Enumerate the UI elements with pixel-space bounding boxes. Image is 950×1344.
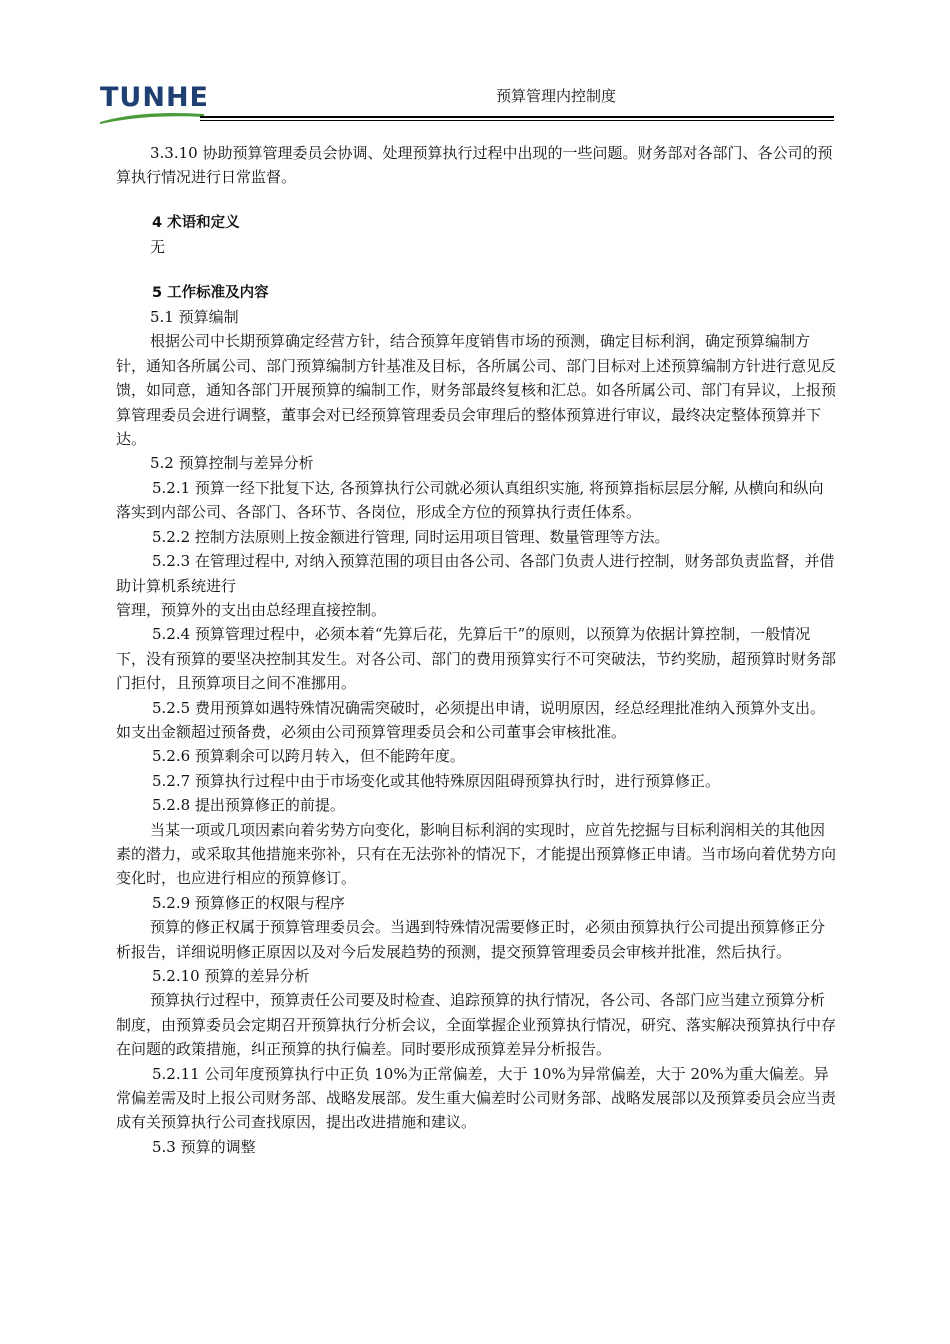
- paragraph-5-2-8: 5.2.8 提出预算修正的前提。: [152, 796, 345, 815]
- subsection-5-1: 5.1 预算编制: [150, 308, 239, 327]
- paragraph-5-2-1: 5.2.1 预算一经下批复下达, 各预算执行公司就必须认真组织实施, 将预算指标层层分解, 从横向和纵向落实到内部公司、各部门、各环节、各岗位，形成全方位的预算执行责任体系。: [116, 478, 824, 522]
- section-4-body: 无: [150, 238, 166, 257]
- header-rule-thin: [200, 120, 834, 121]
- paragraph-5-2-6: 5.2.6 预算剩余可以跨月转入，但不能跨年度。: [152, 747, 465, 766]
- paragraph-3-3-10: 3.3.10 协助预算管理委员会协调、处理预算执行过程中出现的一些问题。财务部对各部门、各公司的预算执行情况进行日常监督。: [116, 144, 833, 187]
- subsection-5-2: 5.2 预算控制与差异分析: [150, 454, 314, 473]
- paragraph-5-2-9: 5.2.9 预算修正的权限与程序: [152, 893, 345, 912]
- section-heading-4: 4 术语和定义: [152, 214, 240, 231]
- paragraph-5-2-9-body: 预算的修正权属于预算管理委员会。当遇到特殊情况需要修正时，必须由预算执行公司提出预算修正分析报告，详细说明修正原因以及对今后发展趋势的预测，提交预算管理委员会审核并批准，然后执行。: [116, 918, 826, 961]
- subsection-5-3: 5.3 预算的调整: [152, 1137, 256, 1156]
- document-title: 预算管理内控制度: [496, 87, 617, 105]
- paragraph-5-2-10: 5.2.10 预算的差异分析: [152, 967, 310, 985]
- paragraph-5-2-8-body: 当某一项或几项因素向着劣势方向变化，影响目标利润的实现时，应首先挖掘与目标利润相关的其他因素的潜力，或采取其他措施来弥补，只有在无法弥补的情况下，才能提出预算修正申请。当市场向着优势方向变化时，也应进行相应的预算修订。: [116, 820, 837, 888]
- paragraph-5-2-4: 5.2.4 预算管理过程中，必须本着“先算后花，先算后干”的原则，以预算为依据计算控制，一般情况下，没有预算的要坚决控制其发生。对各公司、部门的费用预算实行不可突破法，节约奖励，超预算时财务部门拒付，且预算项目之间不准挪用。: [116, 625, 837, 693]
- paragraph-5-2-2: 5.2.2 控制方法原则上按金额进行管理, 同时运用项目管理、数量管理等方法。: [152, 527, 670, 546]
- paragraph-5-2-3-continued: 管理，预算外的支出由总经理直接控制。: [116, 600, 387, 619]
- logo-swoosh-icon: [100, 108, 204, 124]
- paragraph-5-2-7: 5.2.7 预算执行过程中由于市场变化或其他特殊原因阻碍预算执行时，进行预算修正。: [152, 771, 720, 790]
- header-rule: [200, 116, 834, 118]
- paragraph-5-2-11: 5.2.11 公司年度预算执行中正负 10%为正常偏差，大于 10%为异常偏差，大于 20%为重大偏差。异常偏差需及时上报公司财务部、战略发展部。发生重大偏差时公司财务部、战略发展部以及预算委员会应当责成有关预算执行公司查找原因，提出改进措施和建议。: [116, 1064, 837, 1132]
- paragraph-5-2-3: 5.2.3 在管理过程中, 对纳入预算范围的项目由各公司、各部门负责人进行控制，财务部负责监督，并借助计算机系统进行: [116, 552, 835, 595]
- paragraph-5-1-body: 根据公司中长期预算确定经营方针，结合预算年度销售市场的预测，确定目标利润，确定预算编制方针，通知各所属公司、部门预算编制方针基准及目标，各所属公司、部门目标对上述预算编制方针进行意见反馈，如同意，通知各部门开展预算的编制工作，财务部最终复核和汇总。如各所属公司、部门有异议，上报预算管理委员会进行调整，董事会对已经预算管理委员会审理后的整体预算进行审议，最终决定整体预算并下达。: [116, 332, 837, 449]
- section-heading-5: 5 工作标准及内容: [152, 284, 269, 301]
- logo-wordmark: TUNHE: [100, 82, 209, 113]
- paragraph-5-2-10-body: 预算执行过程中，预算责任公司要及时检查、追踪预算的执行情况，各公司、各部门应当建立预算分析制度，由预算委员会定期召开预算执行分析会议，全面掌握企业预算执行情况，研究、落实解决预算执行中存在问题的政策措施，纠正预算的执行偏差。同时要形成预算差异分析报告。: [116, 991, 837, 1059]
- company-logo: [100, 82, 210, 126]
- paragraph-5-2-5: 5.2.5 费用预算如遇特殊情况确需突破时，必须提出申请，说明原因，经总经理批准纳入预算外支出。如支出金额超过预备费，必须由公司预算管理委员会和公司董事会审核批准。: [116, 698, 825, 741]
- document-body: [116, 141, 838, 1159]
